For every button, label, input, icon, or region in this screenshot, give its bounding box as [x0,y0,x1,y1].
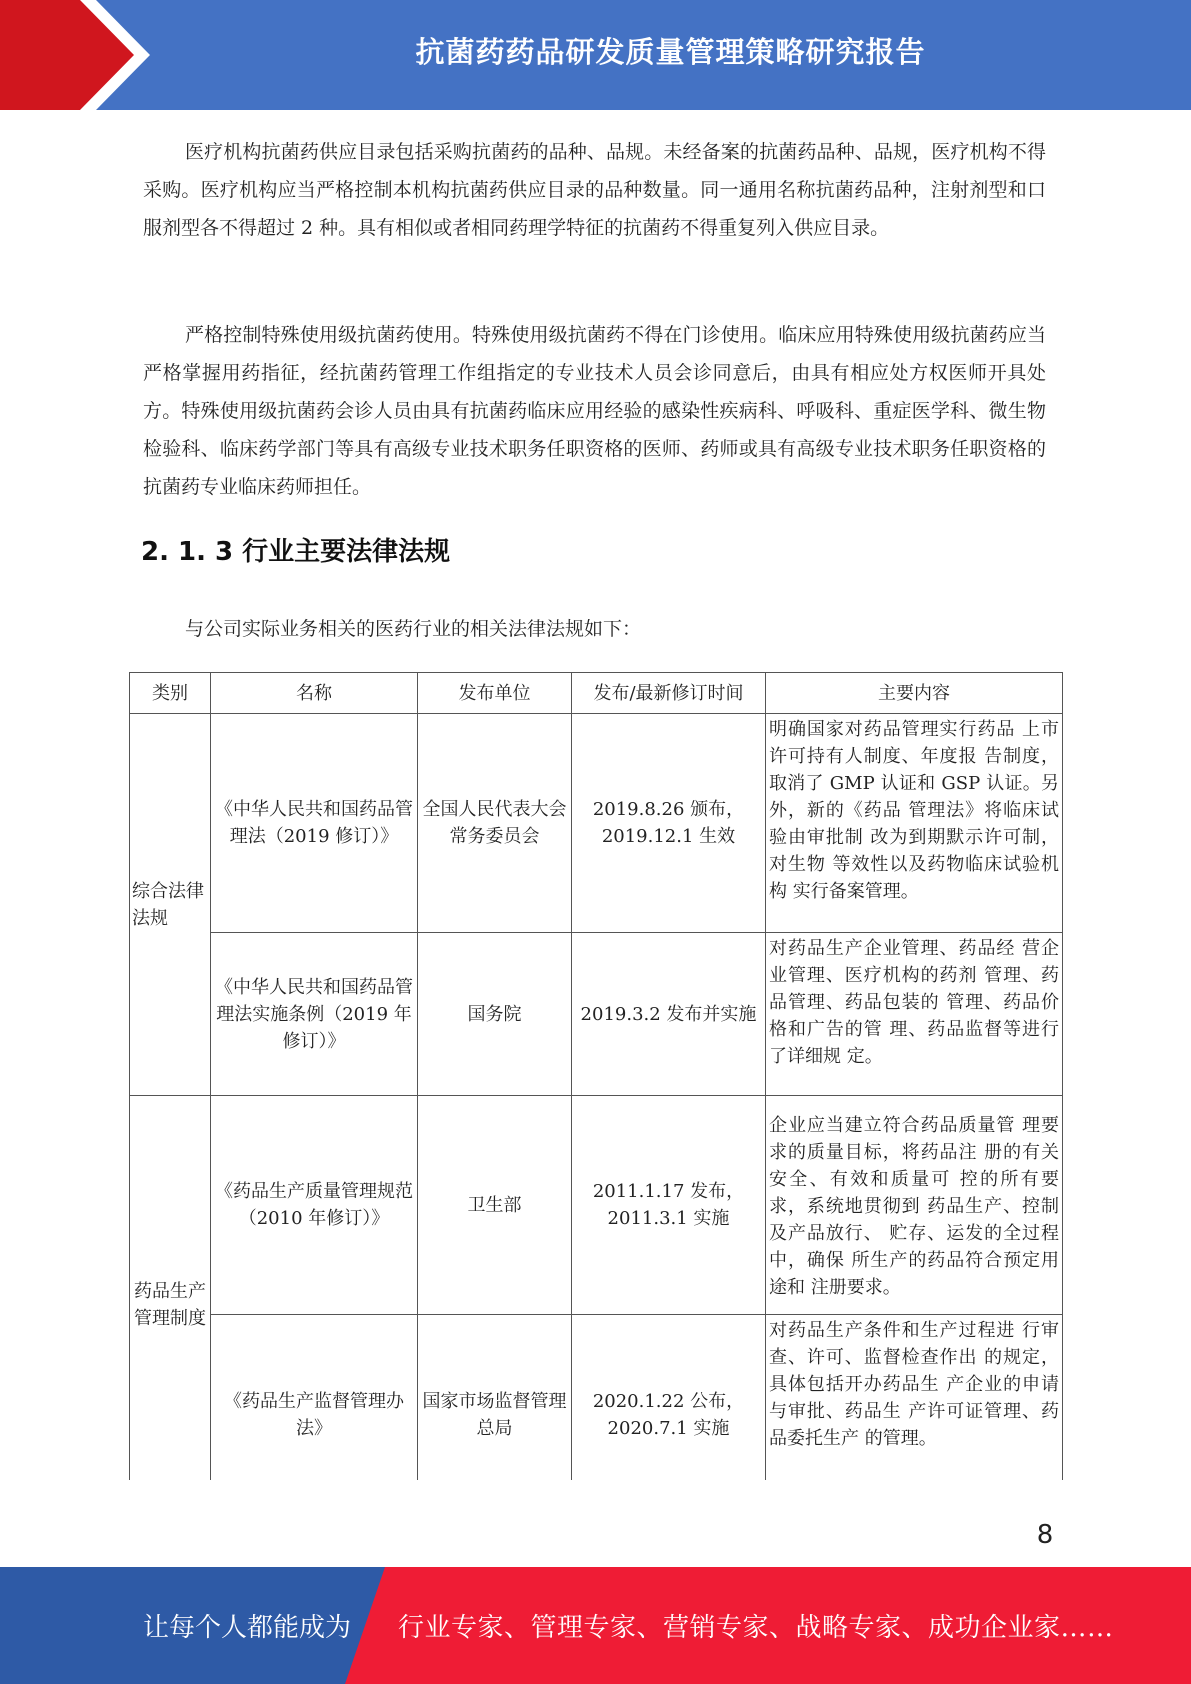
content-cell: 对药品生产条件和生产过程进 行审查、许可、监督检查作出 的规定，具体包括开办药品生 产企业的申请与审批、药品生 产许可证管理、药品委托生产 的管理。 [766,1315,1063,1481]
law-name-cell: 《药品生产质量管理规范（2010 年修订）》 [211,1096,418,1315]
law-name-cell: 《药品生产监督管理办法》 [211,1315,418,1481]
column-header-issuer: 发布单位 [418,673,572,714]
footer-slogan-left: 让每个人都能成为 [143,1613,352,1643]
table-row [130,933,1063,1096]
page-footer [0,1567,1191,1684]
table-header-row [130,673,1063,714]
category-cell: 综合法律法规 [130,714,211,1096]
column-header-date: 发布/最新修订时间 [572,673,766,714]
column-header-category: 类别 [130,673,211,714]
content-cell: 企业应当建立符合药品质量管 理要求的质量目标，将药品注 册的有关安全、有效和质量可 控的所有要求，系统地贯彻到 药品生产、控制及产品放行、 贮存、运发的全过程中，确保 所生产的药品符合预定用途和 注册要求。 [766,1096,1063,1315]
issuer-cell: 全国人民代表大会常务委员会 [418,714,572,933]
regulations-table [129,672,1063,1480]
date-cell: 2019.8.26 颁布，2019.12.1 生效 [572,714,766,933]
table-row [130,1315,1063,1481]
category-cell: 药品生产管理制度 [130,1096,211,1481]
section-heading: 2. 1. 3 行业主要法律法规 [141,537,451,567]
header-arrow-decoration [0,0,170,110]
footer-slogan-right: 行业专家、管理专家、营销专家、战略专家、成功企业家…… [398,1613,1114,1643]
table-row [130,714,1063,933]
issuer-cell: 卫生部 [418,1096,572,1315]
date-cell: 2020.1.22 公布，2020.7.1 实施 [572,1315,766,1481]
date-cell: 2019.3.2 发布并实施 [572,933,766,1096]
date-cell: 2011.1.17 发布，2011.3.1 实施 [572,1096,766,1315]
content-cell: 对药品生产企业管理、药品经 营企业管理、医疗机构的药剂 管理、药品管理、药品包装的 管理、药品价格和广告的管 理、药品监督等进行了详细规 定。 [766,933,1063,1096]
report-title: 抗菌药药品研发质量管理策略研究报告 [415,34,926,69]
page-number: 8 [1036,1520,1054,1550]
issuer-cell: 国家市场监督管理总局 [418,1315,572,1481]
column-header-content: 主要内容 [766,673,1063,714]
column-header-name: 名称 [211,673,418,714]
content-cell: 明确国家对药品管理实行药品 上市许可持有人制度、年度报 告制度，取消了 GMP 认证和 GSP 认证。另外，新的《药品 管理法》将临床试验由审批制 改为到期默示许可制，对生物 等效性以及药物临床试验机构 实行备案管理。 [766,714,1063,933]
table-row [130,1096,1063,1315]
issuer-cell: 国务院 [418,933,572,1096]
law-name-cell: 《中华人民共和国药品管理法（2019 修订）》 [211,714,418,933]
body-paragraph-2: 严格控制特殊使用级抗菌药使用。特殊使用级抗菌药不得在门诊使用。临床应用特殊使用级抗菌药应当严格掌握用药指征，经抗菌药管理工作组指定的专业技术人员会诊同意后，由具有相应处方权医师开具处方。特殊使用级抗菌药会诊人员由具有抗菌药临床应用经验的感染性疾病科、呼吸科、重症医学科、微生物检验科、临床药学部门等具有高级专业技术职务任职资格的医师、药师或具有高级专业技术职务任职资格的抗菌药专业临床药师担任。 [143,324,1046,498]
regulations-table-wrapper [129,672,1063,1480]
body-paragraph-1: 医疗机构抗菌药供应目录包括采购抗菌药的品种、品规。未经备案的抗菌药品种、品规，医疗机构不得采购。医疗机构应当严格控制本机构抗菌药供应目录的品种数量。同一通用名称抗菌药品种，注射剂型和口服剂型各不得超过 2 种。具有相似或者相同药理学特征的抗菌药不得重复列入供应目录。 [143,141,1046,239]
page-header [0,0,1191,110]
law-name-cell: 《中华人民共和国药品管理法实施条例（2019 年修订）》 [211,933,418,1096]
table-intro: 与公司实际业务相关的医药行业的相关法律法规如下： [185,618,642,640]
